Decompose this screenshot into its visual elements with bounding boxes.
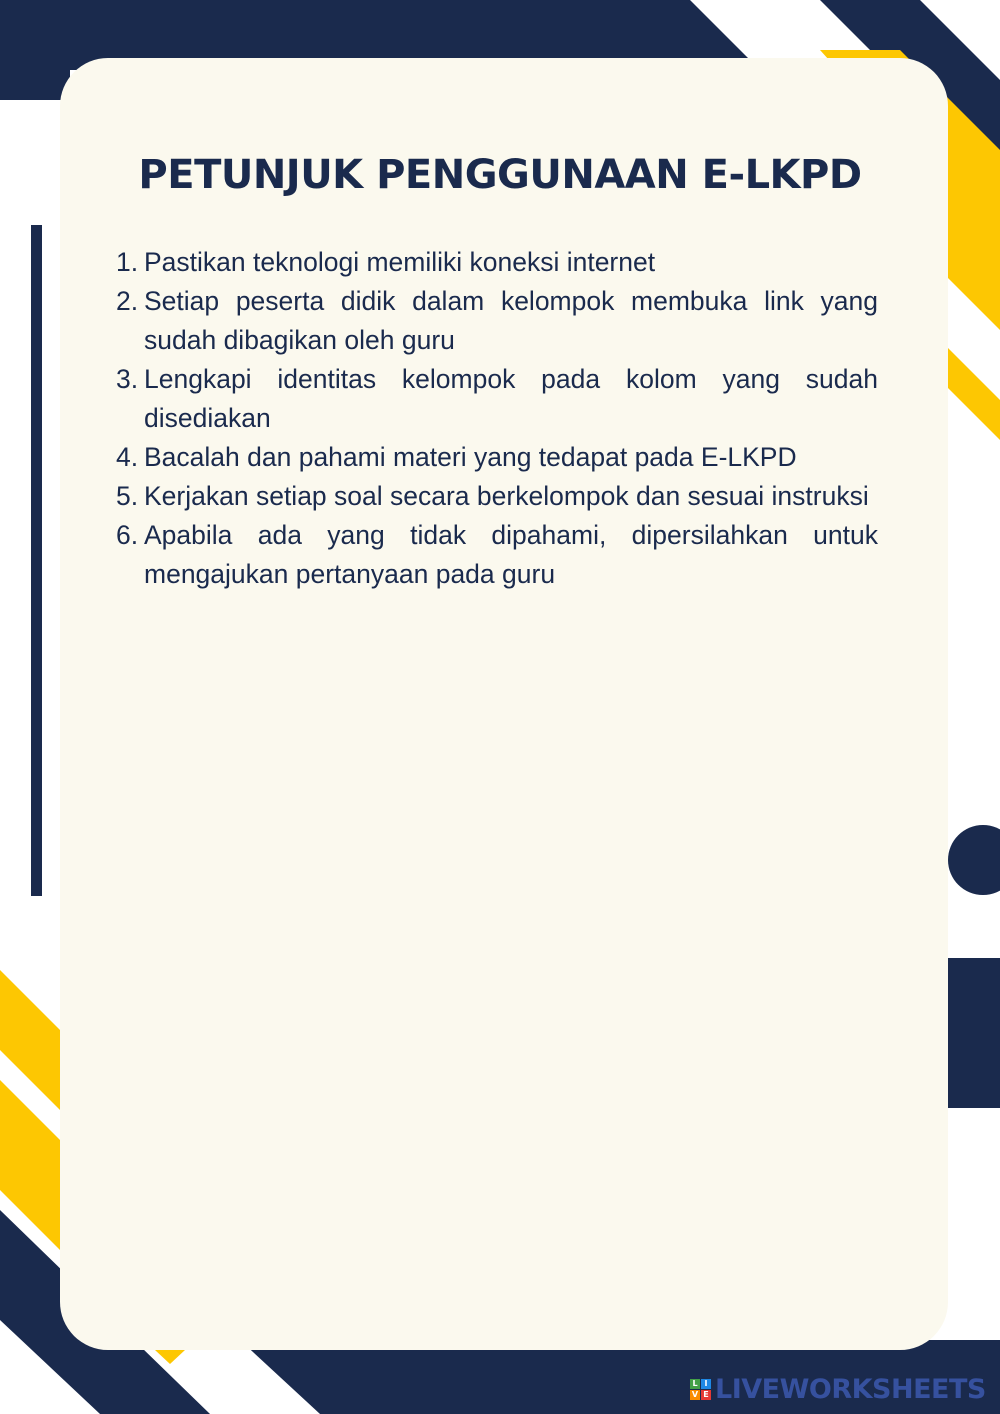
right-yellow-stripe-2: [940, 340, 1000, 440]
logo-letter: L: [690, 1379, 700, 1389]
logo-letter: V: [691, 1389, 699, 1399]
list-item-text: Pastikan teknologi memiliki koneksi internet: [144, 247, 656, 277]
list-item-number: 4.: [116, 442, 139, 472]
right-navy-block: [940, 958, 1000, 1108]
list-item: [116, 477, 878, 516]
list-item-text: Kerjakan setiap soal secara berkelompok dan sesuai instruksi: [144, 481, 869, 511]
liveworksheets-logo-icon: [690, 1379, 711, 1400]
top-left-navy-corner: [0, 60, 70, 100]
left-navy-bar: [31, 225, 42, 896]
list-item: [116, 516, 878, 594]
list-item-number: 5.: [116, 481, 139, 511]
page-title: PETUNJUK PENGGUNAAN E-LKPD: [138, 152, 862, 198]
watermark-text: LIVEWORKSHEETS: [715, 1373, 986, 1405]
logo-letter: E: [701, 1390, 711, 1400]
list-item: [116, 243, 878, 282]
list-item-number: 6.: [116, 520, 139, 550]
bottom-yellow-triangle: [155, 1350, 185, 1364]
list-item-text: Apabila ada yang tidak dipahami, dipersilahkan untuk mengajukan pertanyaan pada guru: [144, 520, 878, 589]
list-item-text: Setiap peserta didik dalam kelompok membuka link yang sudah dibagikan oleh guru: [144, 286, 878, 355]
list-item-number: 2.: [116, 286, 139, 316]
right-navy-circle: [948, 825, 1000, 895]
instruction-list: [116, 243, 878, 594]
list-item: [116, 438, 878, 477]
list-item-number: 1.: [116, 247, 139, 277]
logo-letter: I: [701, 1379, 711, 1389]
list-item-text: Lengkapi identitas kelompok pada kolom yang sudah disediakan: [144, 364, 878, 433]
list-item: [116, 360, 878, 438]
list-item-text: Bacalah dan pahami materi yang tedapat pada E-LKPD: [144, 442, 797, 472]
list-item-number: 3.: [116, 364, 139, 394]
list-item: [116, 282, 878, 360]
liveworksheets-watermark: [690, 1373, 986, 1405]
